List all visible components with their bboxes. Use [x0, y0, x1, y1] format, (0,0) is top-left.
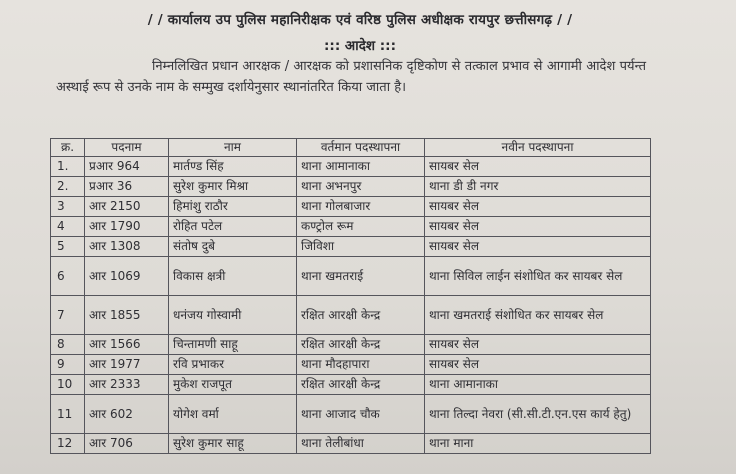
cell-name: चिन्तामणी साहू	[169, 335, 297, 355]
cell-name: मुकेश राजपूत	[169, 375, 297, 395]
cell-post: आर 2333	[85, 375, 169, 395]
header-name: नाम	[169, 139, 297, 157]
cell-current-posting: रक्षित आरक्षी केन्द्र	[297, 296, 425, 335]
cell-new-posting: सायबर सेल	[425, 335, 651, 355]
cell-current-posting: रक्षित आरक्षी केन्द्र	[297, 335, 425, 355]
cell-current-posting: थाना आजाद चौक	[297, 395, 425, 434]
cell-sn: 4	[51, 217, 85, 237]
cell-new-posting: थाना खमतराई संशोधित कर सायबर सेल	[425, 296, 651, 335]
order-title: ::: आदेश :::	[324, 38, 396, 54]
cell-sn: 12	[51, 434, 85, 454]
cell-sn: 10	[51, 375, 85, 395]
cell-post: आर 706	[85, 434, 169, 454]
cell-current-posting: थाना अभनपुर	[297, 177, 425, 197]
cell-name: विकास क्षत्री	[169, 257, 297, 296]
transfer-table	[50, 138, 651, 454]
cell-post: आर 2150	[85, 197, 169, 217]
cell-name: योगेश वर्मा	[169, 395, 297, 434]
cell-new-posting: थाना सिविल लाईन संशोधित कर सायबर सेल	[425, 257, 651, 296]
cell-new-posting: सायबर सेल	[425, 217, 651, 237]
cell-new-posting: सायबर सेल	[425, 355, 651, 375]
cell-new-posting: थाना माना	[425, 434, 651, 454]
cell-current-posting: रक्षित आरक्षी केन्द्र	[297, 375, 425, 395]
table-row	[51, 197, 651, 217]
table-row	[51, 355, 651, 375]
cell-post: आर 1069	[85, 257, 169, 296]
cell-name: रवि प्रभाकर	[169, 355, 297, 375]
cell-new-posting: सायबर सेल	[425, 197, 651, 217]
cell-new-posting: थाना आमानाका	[425, 375, 651, 395]
cell-sn: 3	[51, 197, 85, 217]
cell-current-posting: थाना आमानाका	[297, 157, 425, 177]
cell-name: मार्तण्ड सिंह	[169, 157, 297, 177]
cell-current-posting: थाना मौदहापारा	[297, 355, 425, 375]
order-paragraph	[56, 56, 646, 98]
cell-sn: 9	[51, 355, 85, 375]
cell-name: रोहित पटेल	[169, 217, 297, 237]
table-row	[51, 257, 651, 296]
table-row	[51, 335, 651, 355]
table-row	[51, 395, 651, 434]
cell-sn: 2.	[51, 177, 85, 197]
cell-post: प्रआर 964	[85, 157, 169, 177]
cell-current-posting: जिविशा	[297, 237, 425, 257]
cell-current-posting: थाना तेलीबांधा	[297, 434, 425, 454]
cell-sn: 7	[51, 296, 85, 335]
table-row	[51, 296, 651, 335]
cell-new-posting: सायबर सेल	[425, 237, 651, 257]
cell-current-posting: थाना गोलबाजार	[297, 197, 425, 217]
cell-sn: 5	[51, 237, 85, 257]
header-sn: क्र.	[51, 139, 85, 157]
cell-new-posting: सायबर सेल	[425, 157, 651, 177]
office-header: / / कार्यालय उप पुलिस महानिरीक्षक एवं वरिष्ठ पुलिस अधीक्षक रायपुर छत्तीसगढ़ / /	[147, 12, 573, 28]
cell-sn: 8	[51, 335, 85, 355]
table-row	[51, 434, 651, 454]
cell-post: आर 1977	[85, 355, 169, 375]
cell-new-posting: थाना डी डी नगर	[425, 177, 651, 197]
cell-name: संतोष दुबे	[169, 237, 297, 257]
table-row	[51, 217, 651, 237]
cell-name: सुरेश कुमार मिश्रा	[169, 177, 297, 197]
cell-current-posting: थाना खमतराई	[297, 257, 425, 296]
cell-sn: 6	[51, 257, 85, 296]
cell-sn: 11	[51, 395, 85, 434]
table-row	[51, 157, 651, 177]
table-header-row	[51, 139, 651, 157]
cell-name: हिमांशु राठौर	[169, 197, 297, 217]
cell-post: आर 1308	[85, 237, 169, 257]
cell-post: आर 1566	[85, 335, 169, 355]
header-current-posting: वर्तमान पदस्थापना	[297, 139, 425, 157]
cell-new-posting: थाना तिल्दा नेवरा (सी.सी.टी.एन.एस कार्य हेतु)	[425, 395, 651, 434]
header-new-posting: नवीन पदस्थापना	[425, 139, 651, 157]
cell-post: प्रआर 36	[85, 177, 169, 197]
cell-name: सुरेश कुमार साहू	[169, 434, 297, 454]
cell-post: आर 1790	[85, 217, 169, 237]
header-post: पदनाम	[85, 139, 169, 157]
table-row	[51, 177, 651, 197]
cell-name: धनंजय गोस्वामी	[169, 296, 297, 335]
cell-sn: 1.	[51, 157, 85, 177]
cell-current-posting: कण्ट्रोल रूम	[297, 217, 425, 237]
table-row	[51, 375, 651, 395]
cell-post: आर 602	[85, 395, 169, 434]
table-row	[51, 237, 651, 257]
order-paragraph-text: निम्नलिखित प्रधान आरक्षक / आरक्षक को प्रशासनिक दृष्टिकोण से तत्काल प्रभाव से आगामी आदेश पर्यन्त अस्थाई रूप से उनके नाम के सम्मुख दर्शायेनुसार स्थानांतरित किया जाता है।	[56, 59, 646, 95]
cell-post: आर 1855	[85, 296, 169, 335]
